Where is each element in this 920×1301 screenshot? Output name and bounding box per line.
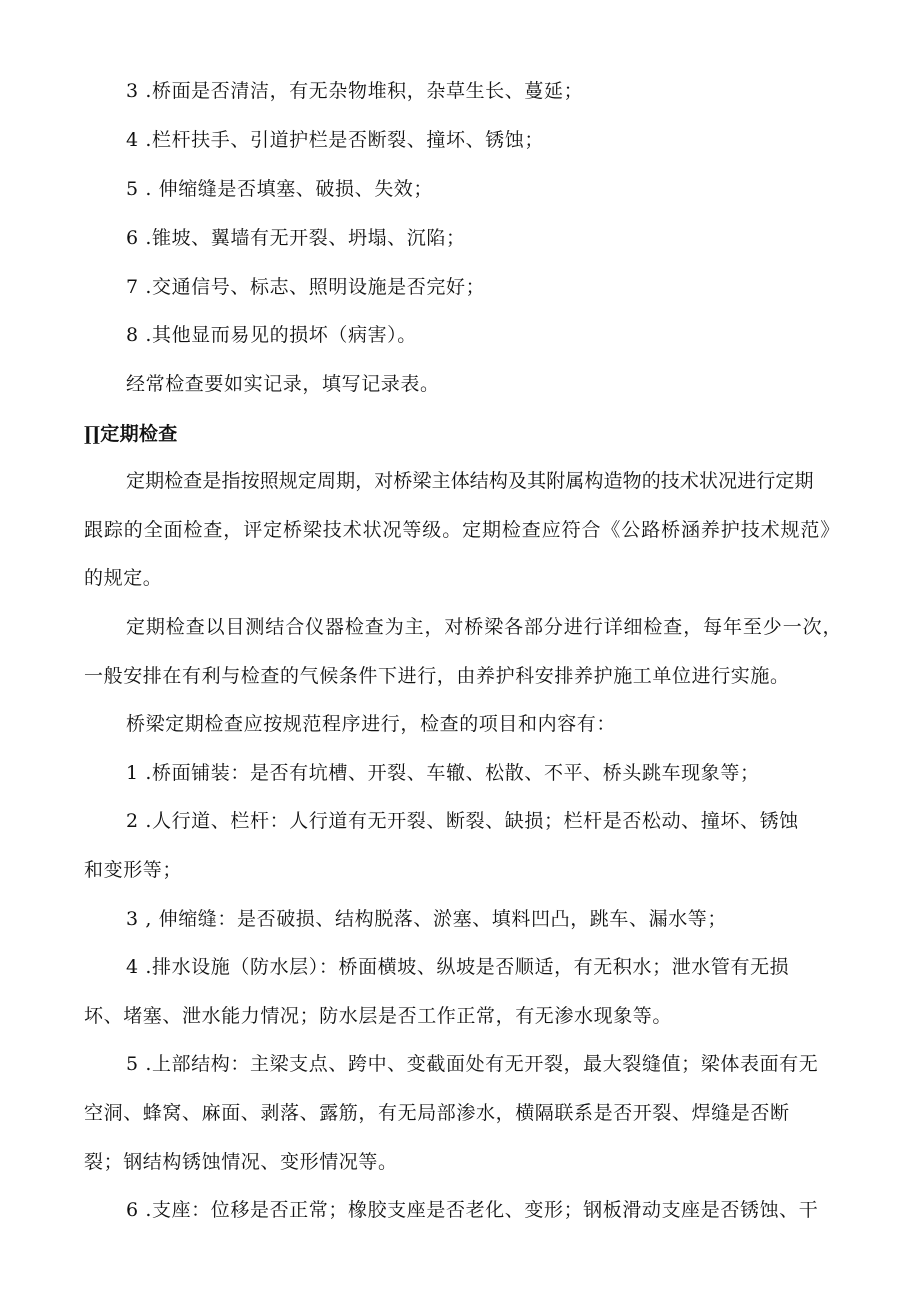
item-2-line-1: 2 .人行道、栏杆：人行道有无开裂、断裂、缺损；栏杆是否松动、撞坏、锈蚀 xyxy=(126,810,799,832)
item-1-line-1: 1 .桥面铺装：是否有坑槽、开裂、车辙、松散、不平、桥头跳车现象等； xyxy=(126,762,760,784)
item-6-line-1: 6 .支座：位移是否正常；橡胶支座是否老化、变形；钢板滑动支座是否锈蚀、干 xyxy=(126,1199,819,1221)
paragraph-2-line-1: 定期检查以目测结合仪器检查为主，对桥梁各部分进行详细检查，每年至少一次， xyxy=(126,616,843,638)
item-5-line-3: 裂；钢结构锈蚀情况、变形情况等。 xyxy=(84,1151,398,1173)
list-item-8: 8 .其他显而易见的损坏（病害）。 xyxy=(126,324,417,346)
list-item-5: 5 . 伸缩缝是否填塞、破损、失效； xyxy=(126,178,434,200)
item-4-line-2: 坏、堵塞、泄水能力情况；防水层是否工作正常，有无渗水现象等。 xyxy=(84,1005,673,1027)
paragraph-1-line-3: 的规定。 xyxy=(84,567,163,589)
item-5-line-2: 空洞、蜂窝、麻面、剥落、露筋，有无局部渗水，横隔联系是否开裂、焊缝是否断 xyxy=(84,1102,790,1124)
paragraph-3: 桥梁定期检查应按规范程序进行，检查的项目和内容有： xyxy=(126,713,617,735)
list-item-6: 6 .锥坡、翼墙有无开裂、坍塌、沉陷； xyxy=(126,227,466,249)
item-5-line-1: 5 .上部结构：主梁支点、跨中、变截面处有无开裂，最大裂缝值；梁体表面有无 xyxy=(126,1053,819,1075)
item-2-line-2: 和变形等； xyxy=(84,859,183,881)
list-item-3: 3 .桥面是否清洁，有无杂物堆积，杂草生长、蔓延； xyxy=(126,80,584,102)
list-item-7: 7 .交通信号、标志、照明设施是否完好； xyxy=(126,276,486,298)
paragraph-2-line-2: 一般安排在有利与检查的气候条件下进行，由养护科安排养护施工单位进行实施。 xyxy=(84,665,790,687)
item-3-line-1: 3 , 伸缩缝：是否破损、结构脱落、淤塞、填料凹凸，跳车、漏水等； xyxy=(126,908,728,930)
paragraph-1-line-1: 定期检查是指按照规定周期，对桥梁主体结构及其附属构造物的技术状况进行定期 xyxy=(126,470,814,492)
list-item-4: 4 .栏杆扶手、引道护栏是否断裂、撞坏、锈蚀； xyxy=(126,129,544,151)
section-heading: ∏定期检查 xyxy=(84,423,178,445)
paragraph-1-line-2: 跟踪的全面检查，评定桥梁技术状况等级。定期检查应符合《公路桥涵养护技术规范》 xyxy=(84,519,841,541)
record-note: 经常检查要如实记录，填写记录表。 xyxy=(126,373,440,395)
item-4-line-1: 4 .排水设施（防水层）：桥面横坡、纵坡是否顺适，有无积水；泄水管有无损 xyxy=(126,956,790,978)
